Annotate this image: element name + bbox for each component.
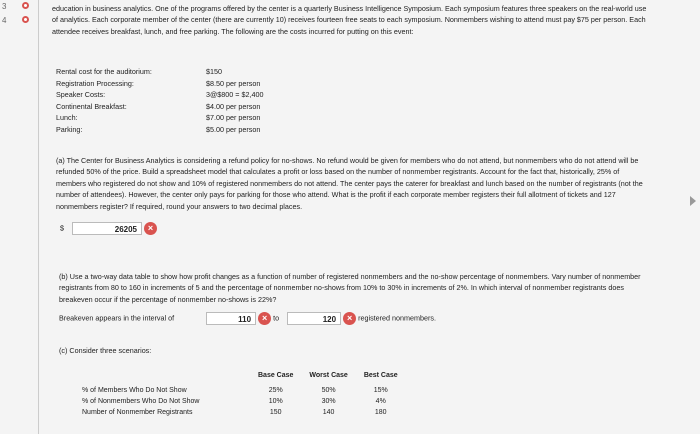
- question-number-4: 4: [2, 16, 7, 25]
- table-row: [82, 396, 406, 407]
- part-c: [59, 345, 649, 356]
- question-gutter: [0, 0, 40, 434]
- question-status-icon[interactable]: [22, 16, 29, 23]
- cost-row: [56, 66, 263, 78]
- cost-list: [56, 66, 263, 136]
- cost-value: 3@$800 = $2,400: [206, 90, 264, 100]
- cost-value: $4.00 per person: [206, 101, 261, 111]
- cost-row: [56, 89, 263, 101]
- cost-label: Registration Processing:: [56, 78, 134, 88]
- table-cell: 15%: [373, 387, 388, 394]
- table-cell: 25%: [268, 387, 283, 394]
- breakeven-high-input[interactable]: 120: [287, 312, 341, 325]
- cost-row: [56, 78, 263, 90]
- part-a-answer-row: [56, 222, 650, 235]
- incorrect-icon: ×: [343, 312, 356, 325]
- breakeven-label: Breakeven appears in the interval of: [59, 313, 175, 323]
- cost-label: Parking:: [56, 124, 83, 134]
- profit-answer-input[interactable]: 26205: [72, 222, 142, 235]
- currency-symbol: $: [60, 223, 64, 233]
- breakeven-row: [59, 312, 649, 325]
- cost-label: Continental Breakfast:: [56, 101, 127, 111]
- incorrect-icon: ×: [258, 312, 271, 325]
- row-label: Number of Nonmember Registrants: [82, 409, 193, 416]
- cost-label: Lunch:: [56, 113, 78, 123]
- cost-row: [56, 101, 263, 113]
- row-label: % of Members Who Do Not Show: [82, 387, 187, 394]
- question-status-icon[interactable]: [22, 2, 29, 9]
- blank-header: [82, 370, 250, 385]
- table-row: [82, 407, 406, 418]
- gutter-divider: [38, 0, 39, 434]
- scroll-arrow-icon[interactable]: [690, 196, 696, 206]
- column-header: Base Case: [258, 372, 294, 379]
- column-header: Best Case: [363, 372, 398, 379]
- part-c-text: (c) Consider three scenarios:: [59, 346, 152, 355]
- cost-label: Rental cost for the auditorium:: [56, 67, 152, 76]
- incorrect-icon: ×: [144, 222, 157, 235]
- table-cell: 150: [269, 409, 282, 416]
- part-b: [59, 271, 649, 325]
- cost-value: $8.50 per person: [206, 78, 261, 88]
- part-a-text: (a) The Center for Business Analytics is considering a refund policy for no-shows. No refund would be given for members who do not attend, but nonmembers who do not attend will be refunded 50% of the price. Build a spreadsheet model that calculates a profit or loss based on the number of nonmember registrants. Account for the fact that, historically, 25% of members who registered do not show and 10% of registered nonmembers do not attend. The center pays the caterer for breakfast and lunch based on the number of registrants (not the number of attendees). However, the center only pays for parking for those who attend. What is the profit if each corporate member registers their full allotment of tickets and 127 nonmembers register? If required, round your answers to two decimal places.: [56, 156, 643, 211]
- row-label: % of Nonmembers Who Do Not Show: [82, 398, 200, 405]
- table-cell: 50%: [321, 387, 336, 394]
- question-number-3: 3: [2, 2, 7, 11]
- cost-row: [56, 112, 263, 124]
- table-cell: 4%: [375, 398, 386, 405]
- breakeven-low-input[interactable]: 110: [206, 312, 256, 325]
- cost-value: $5.00 per person: [206, 124, 261, 134]
- breakeven-suffix: registered nonmembers.: [358, 313, 436, 323]
- table-cell: 180: [374, 409, 387, 416]
- column-header: Worst Case: [309, 372, 348, 379]
- part-b-text: (b) Use a two-way data table to show how profit changes as a function of number of registered nonmembers and the no-show percentage of nonmembers. Vary number of nonmember registrants from 80 to 160 in increments of 5 and the percentage of nonmember no-shows from 10% to 30% in increments of 2%. In which interval of nonmember registrants does breakeven occur if the percentage of nonmember no-shows is 22%?: [59, 272, 641, 304]
- part-a: [56, 155, 650, 235]
- to-label: to: [273, 313, 280, 323]
- cost-value: $150: [206, 67, 222, 76]
- cost-label: Speaker Costs:: [56, 90, 106, 100]
- table-cell: 30%: [321, 398, 336, 405]
- table-cell: 10%: [268, 398, 283, 405]
- cost-value: $7.00 per person: [206, 113, 261, 123]
- table-header-row: [82, 370, 406, 385]
- table-cell: 140: [322, 409, 335, 416]
- cost-row: [56, 124, 263, 136]
- scenario-table: [82, 370, 406, 418]
- problem-intro: education in business analytics. One of the programs offered by the center is a quarterly Business Intelligence Symposium. Each symposium features three speakers on the real-world use of analytics. Each corporate member of the center (there are currently 10) receives fourteen free seats to each symposium. Nonmembers wishing to attend must pay $75 per person. Each attendee receives breakfast, lunch, and free parking. The following are the costs incurred for putting on this event:: [52, 4, 647, 36]
- table-row: [82, 385, 406, 396]
